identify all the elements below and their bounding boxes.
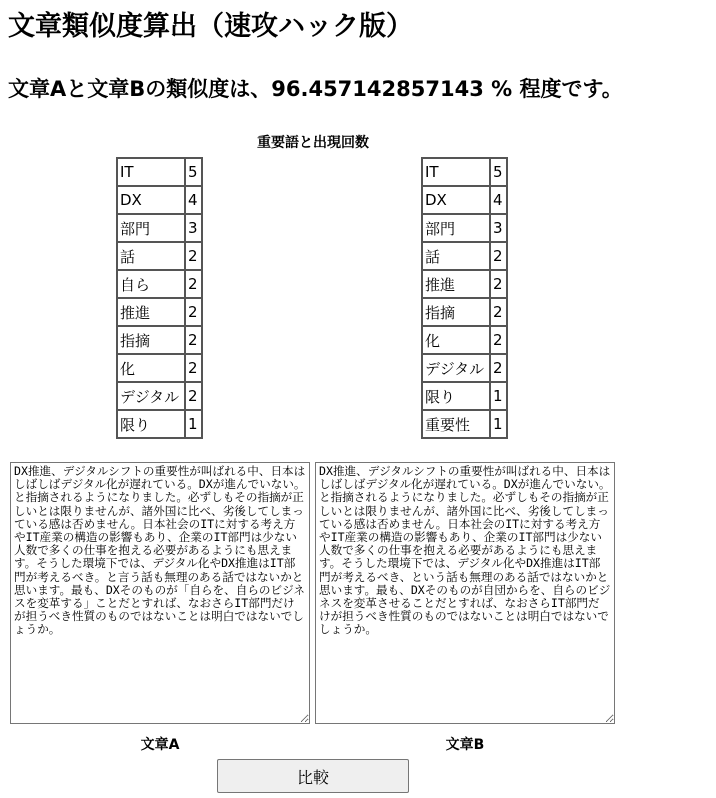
keyword-word: DX bbox=[422, 186, 490, 214]
text-b-label: 文章B bbox=[445, 737, 485, 753]
keyword-count: 1 bbox=[490, 410, 507, 438]
text-a-input[interactable] bbox=[10, 462, 310, 724]
keyword-word: 推進 bbox=[117, 298, 185, 326]
text-a-label: 文章A bbox=[140, 737, 180, 753]
keyword-word: 話 bbox=[422, 242, 490, 270]
keyword-word: 化 bbox=[117, 354, 185, 382]
keyword-row bbox=[117, 186, 202, 214]
keyword-row bbox=[422, 186, 507, 214]
keyword-count: 2 bbox=[490, 242, 507, 270]
keyword-row bbox=[422, 326, 507, 354]
keyword-count: 2 bbox=[185, 354, 202, 382]
keyword-count: 2 bbox=[185, 382, 202, 410]
compare-button[interactable]: 比較 bbox=[217, 759, 409, 793]
keyword-word: 重要性 bbox=[422, 410, 490, 438]
similarity-result: 文章Aと文章Bの類似度は、96.457142857143 % 程度です。 bbox=[8, 77, 623, 101]
keyword-row bbox=[422, 354, 507, 382]
keyword-table-b bbox=[421, 157, 508, 439]
keyword-word: 部門 bbox=[422, 214, 490, 242]
keyword-count: 2 bbox=[490, 298, 507, 326]
keyword-row bbox=[422, 158, 507, 186]
keyword-row bbox=[422, 298, 507, 326]
keyword-row bbox=[117, 158, 202, 186]
keyword-count: 3 bbox=[185, 214, 202, 242]
keyword-count: 5 bbox=[185, 158, 202, 186]
keywords-heading: 重要語と出現回数 bbox=[257, 135, 369, 151]
keyword-count: 2 bbox=[490, 354, 507, 382]
keyword-word: 限り bbox=[117, 410, 185, 438]
keyword-count: 1 bbox=[490, 382, 507, 410]
keyword-word: 限り bbox=[422, 382, 490, 410]
text-b-input[interactable] bbox=[315, 462, 615, 724]
keyword-row bbox=[117, 298, 202, 326]
keyword-row bbox=[422, 382, 507, 410]
keyword-word: 化 bbox=[422, 326, 490, 354]
keyword-row bbox=[117, 242, 202, 270]
keyword-count: 2 bbox=[490, 270, 507, 298]
keyword-word: 自ら bbox=[117, 270, 185, 298]
keyword-word: DX bbox=[117, 186, 185, 214]
keyword-word: デジタル bbox=[117, 382, 185, 410]
keyword-count: 4 bbox=[490, 186, 507, 214]
keyword-count: 2 bbox=[185, 298, 202, 326]
keyword-row bbox=[422, 242, 507, 270]
keyword-row bbox=[117, 410, 202, 438]
keyword-row bbox=[422, 410, 507, 438]
keyword-word: 部門 bbox=[117, 214, 185, 242]
keyword-row bbox=[117, 326, 202, 354]
keyword-word: IT bbox=[422, 158, 490, 186]
keyword-word: デジタル bbox=[422, 354, 490, 382]
keyword-count: 2 bbox=[185, 242, 202, 270]
keyword-row bbox=[422, 214, 507, 242]
keyword-count: 5 bbox=[490, 158, 507, 186]
keyword-count: 4 bbox=[185, 186, 202, 214]
keyword-count: 1 bbox=[185, 410, 202, 438]
keyword-word: 指摘 bbox=[117, 326, 185, 354]
keyword-count: 3 bbox=[490, 214, 507, 242]
page-title: 文章類似度算出（速攻ハック版） bbox=[8, 11, 413, 42]
keyword-row bbox=[117, 270, 202, 298]
keyword-row bbox=[117, 354, 202, 382]
keyword-word: IT bbox=[117, 158, 185, 186]
keyword-count: 2 bbox=[185, 326, 202, 354]
keyword-word: 話 bbox=[117, 242, 185, 270]
keyword-row bbox=[422, 270, 507, 298]
keyword-row bbox=[117, 382, 202, 410]
keyword-table-a bbox=[116, 157, 203, 439]
keyword-word: 指摘 bbox=[422, 298, 490, 326]
keyword-word: 推進 bbox=[422, 270, 490, 298]
keyword-row bbox=[117, 214, 202, 242]
keyword-count: 2 bbox=[185, 270, 202, 298]
keyword-count: 2 bbox=[490, 326, 507, 354]
